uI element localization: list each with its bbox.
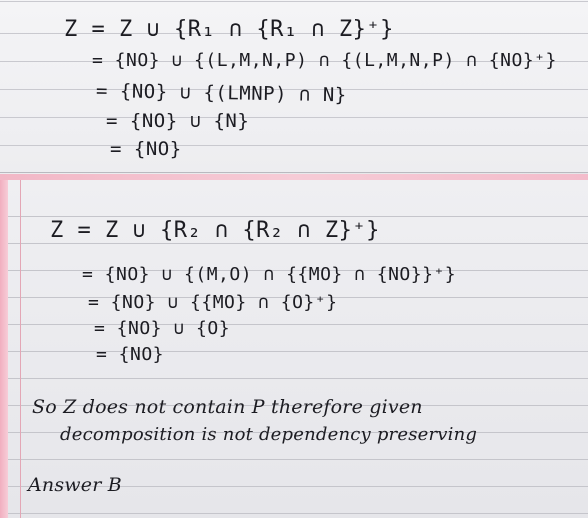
bottom-line-5: = {NO} xyxy=(96,344,165,365)
notebook-page-top xyxy=(0,0,588,173)
conclusion-line-2: decomposition is not dependency preserving xyxy=(60,424,478,445)
conclusion-line-1: So Z does not contain P therefore given xyxy=(32,396,423,418)
top-line-1: Z = Z ∪ {R₁ ∩ {R₁ ∩ Z}⁺} xyxy=(64,17,394,42)
top-line-3: = {NO} ∪ {(LMNP) ∩ N} xyxy=(95,80,347,107)
top-line-2: = {NO} ∪ {(L,M,N,P) ∩ {(L,M,N,P) ∩ {NO}⁺} xyxy=(92,50,557,71)
bottom-line-1: Z = Z ∪ {R₂ ∩ {R₂ ∩ Z}⁺} xyxy=(50,218,380,243)
answer-text: Answer B xyxy=(28,474,122,496)
bottom-line-2: = {NO} ∪ {(M,O) ∩ {{MO} ∩ {NO}}⁺} xyxy=(82,264,457,285)
top-line-5: = {NO} xyxy=(110,138,182,160)
bottom-line-3: = {NO} ∪ {{MO} ∩ {O}⁺} xyxy=(88,292,338,313)
bottom-line-4: = {NO} ∪ {O} xyxy=(94,318,231,339)
notebook-page-bottom xyxy=(0,180,588,518)
top-line-4: = {NO} ∪ {N} xyxy=(106,110,250,132)
margin-line xyxy=(20,180,21,518)
notebook-spine xyxy=(0,180,8,518)
